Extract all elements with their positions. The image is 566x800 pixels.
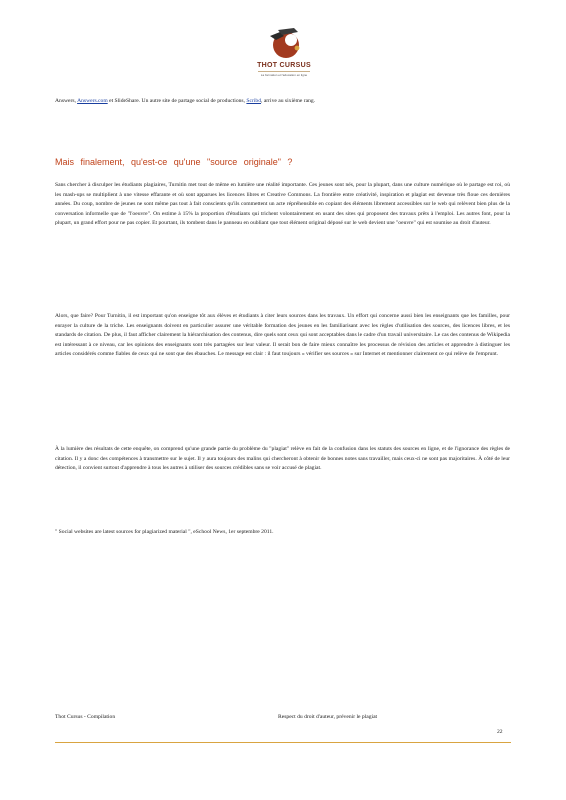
thot-cursus-logo	[256, 26, 312, 78]
footer-divider	[55, 742, 511, 743]
paragraph-2: Alors, que faire? Pour Turnitin, il est important qu'on enseigne tôt aux élèves et étudiants à citer leurs sources dans les travaux. Un effort qui concerne aussi bien les enseignants que les familles, pour enrayer la culture de la triche. Les enseignants doivent en particulier assurer une véritable formation des jeunes en les familiarisant avec les règles d'utilisation des sources, des licences libres, et les standards de citation. De plus, il faut afficher clairement la hiérarchisation des contenus, dire quels sont ceux qui sont acceptables dans le cadre d'un travail universitaire. Le cas des contenus de Wikipedia est intéressant à ce niveau, car les opinions des enseignants sont très partagées sur leur valeur. Il serait bon de faire mieux connaître les processus de révision des articles et apprendre à distinguer les articles considérés comme fiables de ceux qui ne sont que des ébauches. Le message est clair : il faut toujours « vérifier ses sources » sur Internet et mentionner clairement ce qui relève de l'emprunt.	[55, 313, 510, 358]
scribd-link[interactable]: Scribd	[246, 98, 262, 104]
section-heading: Mais finalement, qu'est-ce qu'une "source originale" ?	[55, 157, 293, 167]
logo-tagline: La formation et l'éducation en ligne	[258, 71, 310, 77]
intro-text-before: Answers,	[55, 98, 78, 104]
paragraph-3: À la lumière des résultats de cette enquête, on comprend qu'une grande partie du problème du "plagiat" relève en fait de la confusion dans les statuts des sources en ligne, et de l'ignorance des règles de citation. Il y a donc des compétences à transmettre sur le sujet. Il y aura toujours des malins qui chercheront à obtenir de bonnes notes sans travailler, mais ceux-ci ne sont pas majoritaires. À côté de leur détection, il convient surtout d'apprendre à tous les autres à utiliser des sources crédibles sans se voir accusé de plagiat.	[55, 446, 510, 472]
footer-left: Thot Cursus - Compilation	[55, 714, 116, 720]
citation: " Social websites are latest sources for plagiarized material ", eSchool News, 1er septembre 2011.	[55, 529, 274, 535]
intro-paragraph	[55, 97, 510, 107]
intro-text-middle: et SlideShare. Un autre site de partage social de productions,	[107, 98, 247, 104]
answers-link[interactable]: Answers.com	[77, 98, 108, 104]
footer-right: Respect du droit d'auteur, prévenir le plagiat	[278, 714, 378, 720]
intro-text-after: , arrive au sixième rang.	[261, 98, 316, 104]
logo-mark-icon	[264, 26, 304, 60]
logo-name: THOT CURSUS	[257, 62, 311, 69]
page-number: 22	[497, 729, 503, 735]
paragraph-1: Sans chercher à disculper les étudiants plagiaires, Turnitin met tout de même en lumière une réalité importante. Ces jeunes sont nés, pour la plupart, dans une culture numérique où le partage est roi, où les mash-ups se multiplient à une vitesse effarante et où sont apparues les licences libres et Creative Commons. La frontière entre créativité, inspiration et plagiat est devenue très floue ces dernières années. Du coup, nombre de jeunes ne sont même pas tout à fait conscients qu'ils commettent un acte répréhensible en copiant des éléments librement accessibles sur le web qui relèvent bien plus de la conversation informelle que de "l'oeuvre". On estime à 15% la proportion d'étudiants qui trichent volontairement en usant des sites qui proposent des travaux prêts à l'emploi. Les autres font, pour la plupart, un grand effort pour ne pas copier. Et pourtant, ils tombent dans le panneau en oubliant que tout élément original déposé sur le web devient une "oeuvre" qui est soumise au droit d'auteur.	[55, 182, 510, 227]
